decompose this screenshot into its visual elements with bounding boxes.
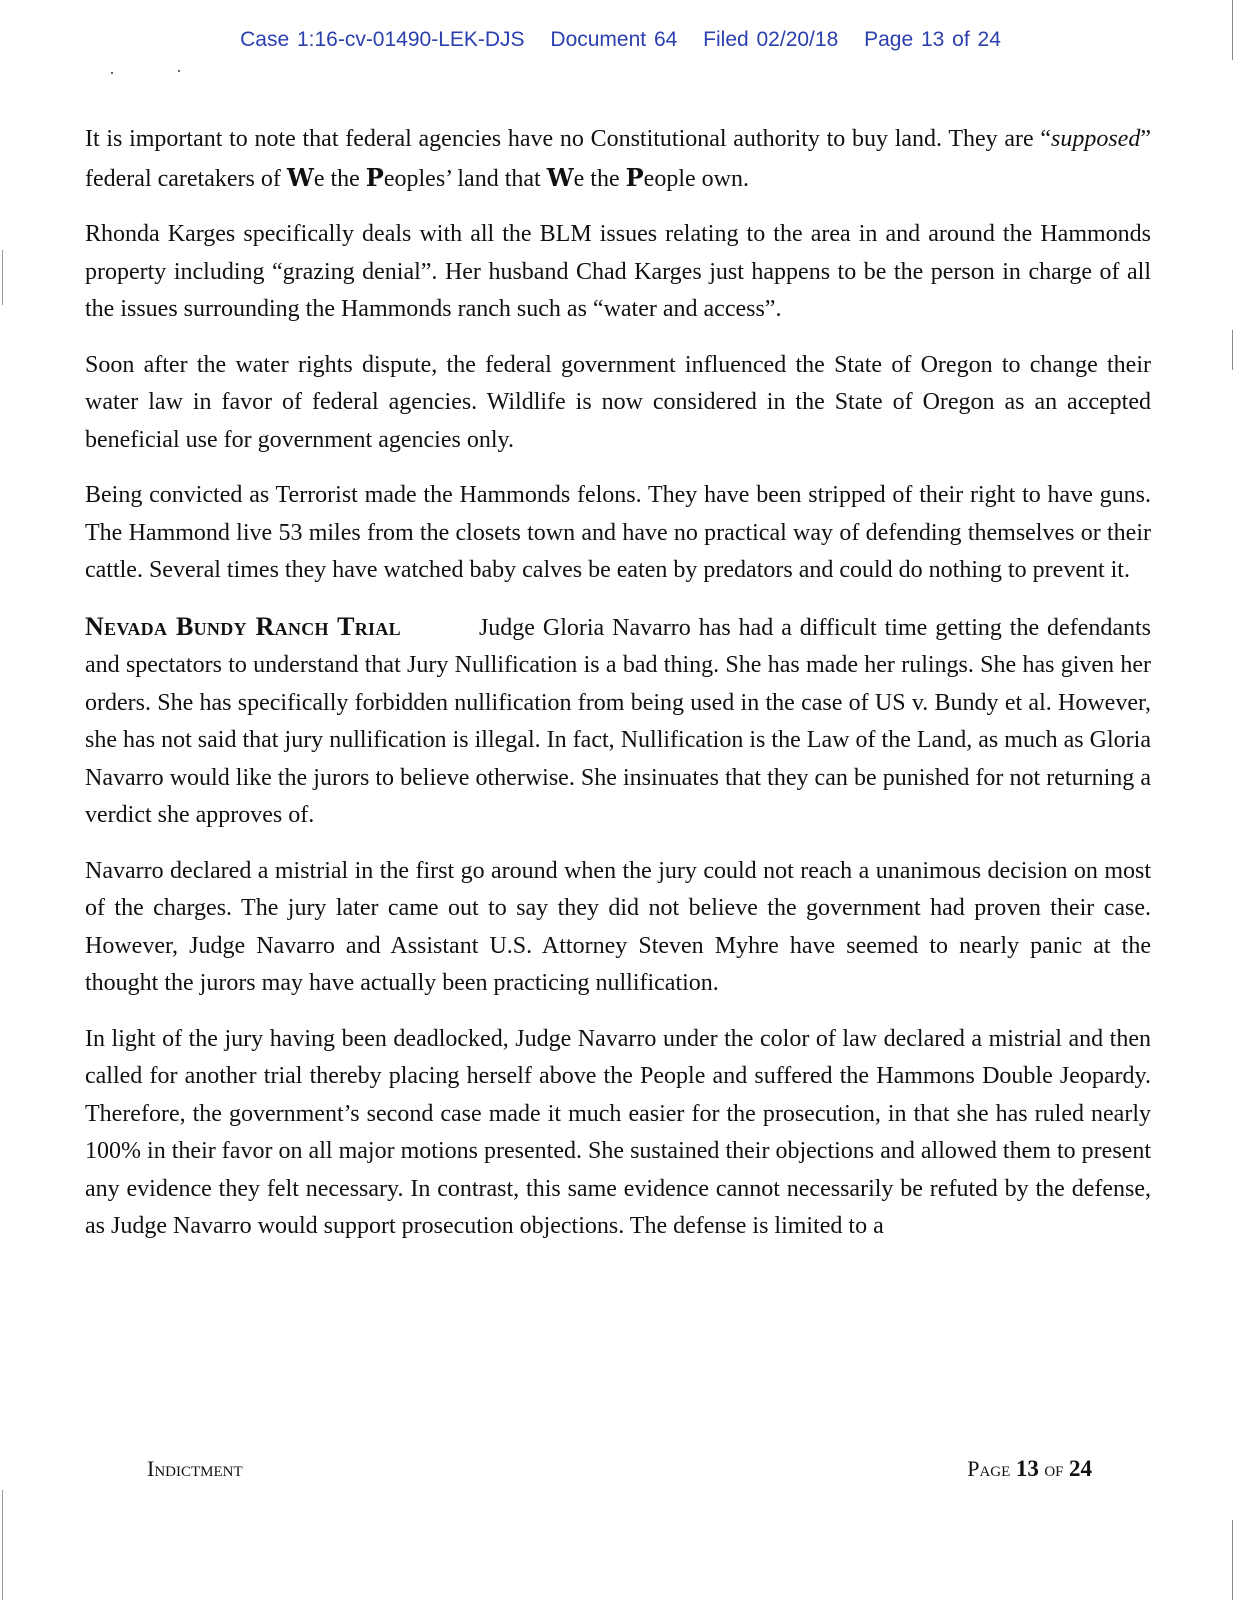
blackletter-w: W — [546, 162, 574, 192]
scan-edge-right — [1232, 1520, 1233, 1600]
blackletter-p: P — [625, 162, 644, 192]
paragraph-5-text: Judge Gloria Navarro has had a difficult time getting the defendants and spectators to understand that Jury Nullification is a bad thing. She has made her rulings. She has given her orders. She has specifically forbidden nullification from being used in the case of US v. Bundy et al. However, she has not said that jury nullification is illegal. In fact, Nullification is the Law of the Land, as much as Gloria Navarro would like the jurors to believe otherwise. She insinuates that they can be punished for not returning a verdict she approves of. — [85, 614, 1152, 828]
blackletter-p: P — [365, 162, 384, 192]
speck — [111, 72, 113, 74]
paragraph-7: In light of the jury having been deadlocked, Judge Navarro under the color of law declared a mistrial and then called for another trial thereby placing herself above the People and suffered the Hammons Double Jeopardy. Therefore, the government’s second case made it much easier for the prosecution, in that she has ruled nearly 100% in their favor on all major motions presented. She sustained their objections and allowed them to present any evidence they felt necessary. In contrast, this same evidence cannot necessarily be refuted by the defense, as Judge Navarro would support prosecution objections. The defense is limited to a — [85, 1025, 1151, 1239]
document-body — [85, 121, 1151, 1264]
paragraph-6: Navarro declared a mistrial in the first go around when the jury could not reach a unanimous decision on most of the charges. The jury later came out to say they did not believe the government had proven their case. However, Judge Navarro and Assistant U.S. Attorney Steven Myhre have seemed to nearly panic at the thought the jurors may have actually been practicing nullification. — [85, 857, 1151, 996]
filing-header — [0, 28, 1241, 52]
scan-specks — [108, 70, 188, 76]
paragraph-2: Rhonda Karges specifically deals with all the BLM issues relating to the area in and around the Hammonds property including “grazing denial”. Her husband Chad Karges just happens to be the person in charge of all the issues surrounding the Hammonds ranch such as “water and access”. — [85, 221, 1151, 322]
footer-page-number: Page 13 of 24 — [967, 1456, 1092, 1481]
section-heading: Nevada Bundy Ranch Trial — [85, 611, 401, 641]
case-number: Case 1:16-cv-01490-LEK-DJS — [240, 28, 525, 51]
paragraph-1: It is important to note that federal agencies have no Constitutional authority to buy land. They are “supposed” federal caretakers of We the Peoples’ land that We the People own. — [85, 126, 1151, 192]
scan-edge-right — [1232, 330, 1233, 370]
filed-date: Filed 02/20/18 — [703, 28, 839, 51]
scan-edge-left — [2, 1490, 3, 1600]
paragraph-3: Soon after the water rights dispute, the federal government influenced the State of Oregon to change their water law in favor of federal agencies. Wildlife is now considered in the State of Oregon as an accepted beneficial use for government agencies only. — [85, 351, 1151, 453]
footer-title: Indictment — [147, 1456, 243, 1481]
page-indicator: Page 13 of 24 — [864, 28, 1001, 51]
emphasis-supposed: supposed — [1051, 126, 1141, 152]
scan-edge-left — [2, 250, 3, 305]
scan-edge-right — [1232, 0, 1233, 60]
speck — [178, 70, 180, 72]
paragraph-5 — [85, 608, 1151, 835]
blackletter-w: W — [286, 162, 314, 192]
document-number: Document 64 — [550, 28, 678, 51]
paragraph-4: Being convicted as Terrorist made the Hammonds felons. They have been stripped of their right to have guns. The Hammond live 53 miles from the closets town and have no practical way of defending themselves or their cattle. Several times they have watched baby calves be eaten by predators and could do nothing to prevent it. — [85, 482, 1151, 583]
